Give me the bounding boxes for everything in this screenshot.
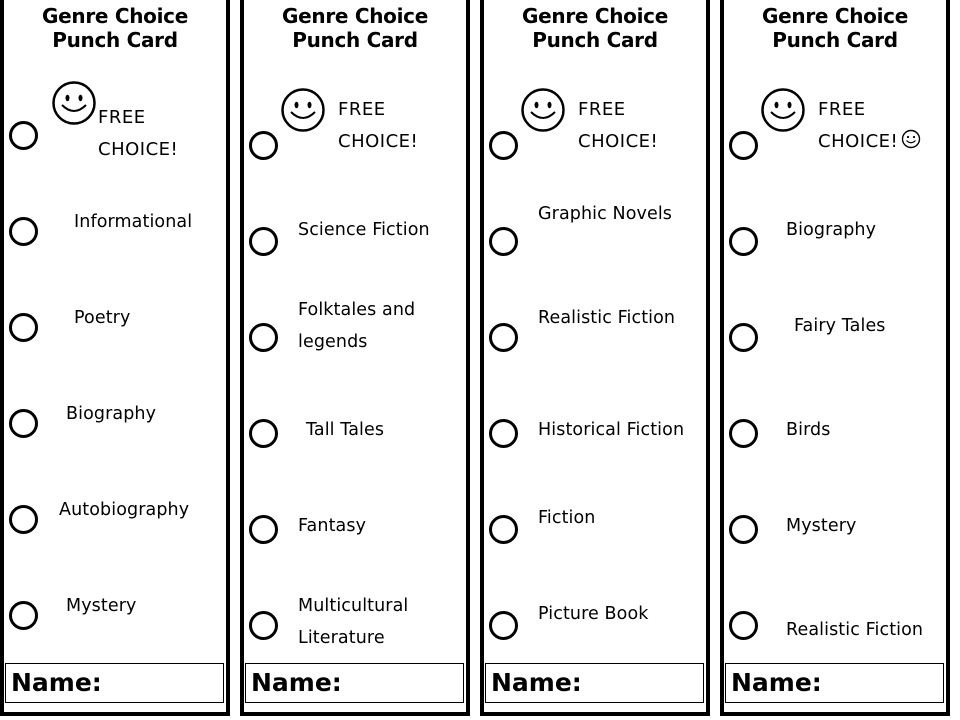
free-line-2: CHOICE! — [578, 131, 659, 152]
genre-label — [66, 398, 156, 430]
title-line-1: Genre Choice — [42, 4, 188, 28]
genre-line: Biography — [66, 404, 157, 424]
punch-circle-icon[interactable] — [729, 515, 758, 544]
punch-circle-icon[interactable] — [249, 131, 278, 160]
genre-label — [786, 414, 830, 446]
genre-label — [786, 614, 923, 646]
genre-line: Poetry — [74, 308, 131, 328]
punch-circle-icon[interactable] — [729, 131, 758, 160]
genre-line: Literature — [298, 628, 385, 648]
genre-label — [794, 310, 886, 342]
genre-label — [298, 294, 415, 358]
genre-line: Fantasy — [298, 516, 367, 536]
card-title — [724, 4, 946, 52]
title-line-2: Punch Card — [52, 28, 178, 52]
genre-line: Graphic Novels — [538, 204, 673, 224]
genre-line: Biography — [786, 220, 877, 240]
smiley-face-icon — [520, 87, 566, 133]
name-label: Name: — [731, 668, 822, 697]
genre-line: Historical Fiction — [538, 420, 685, 440]
genre-line: Tall Tales — [306, 420, 385, 440]
genre-label — [538, 302, 675, 334]
punch-circle-icon[interactable] — [489, 131, 518, 160]
free-choice-label — [338, 94, 418, 158]
genre-label — [74, 206, 192, 238]
genre-line: Informational — [74, 212, 193, 232]
punch-card-2 — [240, 0, 470, 716]
free-choice-label — [98, 102, 178, 166]
punch-card-3 — [480, 0, 710, 716]
genre-label — [66, 590, 136, 622]
punch-circle-icon[interactable] — [489, 323, 518, 352]
genre-label — [298, 214, 430, 246]
free-line-2: CHOICE! — [338, 131, 419, 152]
punch-circle-icon[interactable] — [9, 601, 38, 630]
punch-circle-icon[interactable] — [249, 323, 278, 352]
card-title — [4, 4, 226, 52]
name-field[interactable] — [245, 663, 464, 703]
title-line-1: Genre Choice — [522, 4, 668, 28]
punch-circle-icon[interactable] — [729, 227, 758, 256]
punch-circle-icon[interactable] — [729, 419, 758, 448]
card-title — [244, 4, 466, 52]
punch-circle-icon[interactable] — [249, 515, 278, 544]
genre-line: Mystery — [66, 596, 137, 616]
name-field[interactable] — [5, 663, 224, 703]
punch-circle-icon[interactable] — [489, 515, 518, 544]
free-line-1: FREE — [578, 99, 626, 120]
genre-label — [298, 510, 366, 542]
small-smiley-icon — [901, 129, 921, 149]
punch-circle-icon[interactable] — [489, 611, 518, 640]
title-line-2: Punch Card — [772, 28, 898, 52]
smiley-face-icon — [51, 80, 97, 126]
genre-label — [74, 302, 130, 334]
genre-line: Multicultural — [298, 596, 409, 616]
name-field[interactable] — [725, 663, 944, 703]
genre-label — [538, 598, 649, 630]
genre-line: Mystery — [786, 516, 857, 536]
punch-circle-icon[interactable] — [9, 313, 38, 342]
genre-label — [786, 510, 856, 542]
punch-card-4 — [720, 0, 950, 716]
punch-circle-icon[interactable] — [489, 227, 518, 256]
genre-line: Realistic Fiction — [786, 620, 924, 640]
genre-line: Folktales and — [298, 300, 416, 320]
title-line-2: Punch Card — [532, 28, 658, 52]
title-line-1: Genre Choice — [762, 4, 908, 28]
genre-label — [306, 414, 384, 446]
title-line-2: Punch Card — [292, 28, 418, 52]
free-line-2 — [818, 126, 921, 158]
free-choice-label — [818, 94, 921, 158]
genre-label — [538, 414, 684, 446]
smiley-face-icon — [760, 87, 806, 133]
genre-label — [538, 502, 596, 534]
punch-circle-icon[interactable] — [9, 409, 38, 438]
free-line-2-text: CHOICE! — [818, 131, 899, 152]
punch-circle-icon[interactable] — [9, 505, 38, 534]
genre-line: Fairy Tales — [794, 316, 886, 336]
punch-circle-icon[interactable] — [729, 323, 758, 352]
genre-line: Science Fiction — [298, 220, 430, 240]
punch-circle-icon[interactable] — [249, 611, 278, 640]
genre-label — [298, 590, 408, 654]
genre-label — [59, 494, 189, 526]
genre-label — [538, 198, 672, 230]
free-choice-label — [578, 94, 658, 158]
smiley-face-icon — [280, 87, 326, 133]
title-line-1: Genre Choice — [282, 4, 428, 28]
name-label: Name: — [491, 668, 582, 697]
free-line-1: FREE — [818, 99, 866, 120]
punch-circle-icon[interactable] — [249, 419, 278, 448]
genre-line: Picture Book — [538, 604, 649, 624]
punch-circle-icon[interactable] — [9, 217, 38, 246]
genre-line: Realistic Fiction — [538, 308, 676, 328]
name-label: Name: — [251, 668, 342, 697]
punch-circle-icon[interactable] — [489, 419, 518, 448]
name-field[interactable] — [485, 663, 704, 703]
card-title — [484, 4, 706, 52]
punch-circle-icon[interactable] — [249, 227, 278, 256]
genre-line: Birds — [786, 420, 831, 440]
genre-line: Autobiography — [59, 500, 190, 520]
punch-circle-icon[interactable] — [9, 121, 38, 150]
free-line-2: CHOICE! — [98, 139, 179, 160]
punch-circle-icon[interactable] — [729, 611, 758, 640]
genre-label — [786, 214, 876, 246]
name-label: Name: — [11, 668, 102, 697]
genre-line: legends — [298, 332, 368, 352]
genre-line: Fiction — [538, 508, 596, 528]
punch-card-1 — [0, 0, 230, 716]
free-line-1: FREE — [98, 107, 146, 128]
free-line-1: FREE — [338, 99, 386, 120]
